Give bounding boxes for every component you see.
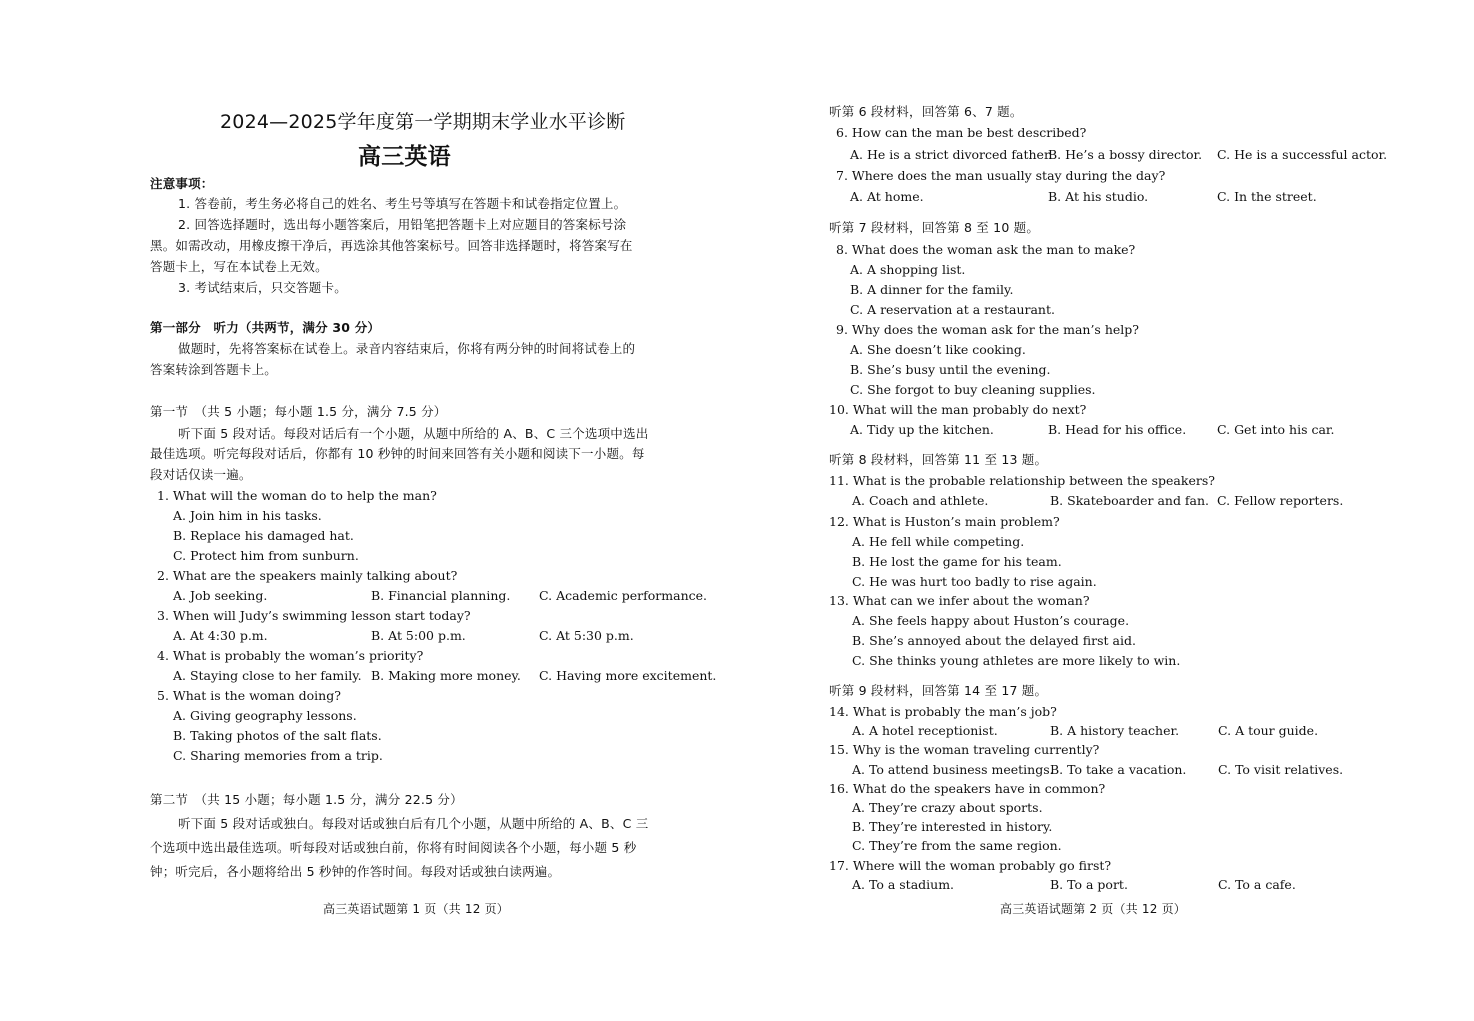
option-a: A. He is a strict divorced father. — [850, 147, 1053, 162]
question-stem: 14. What is probably the man’s job? — [829, 704, 1057, 719]
exam-title: 2024—2025学年度第一学期期末学业水平诊断 — [220, 111, 626, 133]
option-b: B. Skateboarder and fan. — [1050, 493, 1210, 508]
option-a: A. Giving geography lessons. — [173, 708, 357, 723]
option-b: B. To take a vacation. — [1050, 762, 1187, 777]
question-stem: 4. What is probably the woman’s priority? — [157, 648, 424, 663]
question-stem: 1. What will the woman do to help the man? — [157, 488, 437, 503]
question-stem: 15. Why is the woman traveling currently? — [829, 742, 1100, 757]
option-b: B. She’s annoyed about the delayed first aid. — [852, 633, 1136, 648]
option-c: C. Get into his car. — [1217, 422, 1335, 437]
question-stem: 3. When will Judy’s swimming lesson start today? — [157, 608, 471, 623]
question-stem: 10. What will the man probably do next? — [829, 402, 1087, 417]
question-stem: 12. What is Huston’s main problem? — [829, 514, 1060, 529]
section1-intro-line: 听下面 5 段对话。每段对话后有一个小题，从题中所给的 A、B、C 三个选项中选出 — [178, 426, 649, 441]
option-a: A. To attend business meetings. — [852, 762, 1054, 777]
part1-heading: 第一部分 听力（共两节，满分 30 分） — [150, 320, 381, 335]
section2-heading: 第二节 （共 15 小题；每小题 1.5 分，满分 22.5 分） — [150, 792, 463, 807]
part1-intro-line: 答案转涂到答题卡上。 — [150, 362, 278, 377]
option-a: A. They’re crazy about sports. — [852, 800, 1043, 815]
group-heading-6: 听第 6 段材料，回答第 6、7 题。 — [829, 104, 1023, 119]
group-heading-8: 听第 8 段材料，回答第 11 至 13 题。 — [829, 452, 1048, 467]
option-a: A. She feels happy about Huston’s courage. — [852, 613, 1130, 628]
question-stem: 6. How can the man be best described? — [836, 125, 1087, 140]
question-stem: 8. What does the woman ask the man to make? — [836, 242, 1136, 257]
option-c: C. A tour guide. — [1218, 723, 1319, 738]
option-b: B. To a port. — [1050, 877, 1128, 892]
notice-line: 1. 答卷前，考生务必将自己的姓名、考生号等填写在答题卡和试卷指定位置上。 — [178, 196, 627, 211]
option-b: B. Replace his damaged hat. — [173, 528, 354, 543]
notice-title: 注意事项： — [150, 176, 214, 191]
option-c: C. She thinks young athletes are more likely to win. — [852, 653, 1181, 668]
page-footer-right: 高三英语试题第 2 页（共 12 页） — [1000, 902, 1186, 916]
option-a: A. Join him in his tasks. — [173, 508, 322, 523]
group-heading-7: 听第 7 段材料，回答第 8 至 10 题。 — [829, 220, 1040, 235]
section1-heading: 第一节 （共 5 小题；每小题 1.5 分，满分 7.5 分） — [150, 404, 447, 419]
option-c: C. Having more excitement. — [539, 668, 717, 683]
option-b: B. He’s a bossy director. — [1048, 147, 1203, 162]
option-c: C. He was hurt too badly to rise again. — [852, 574, 1097, 589]
option-c: C. In the street. — [1217, 189, 1317, 204]
group-heading-9: 听第 9 段材料，回答第 14 至 17 题。 — [829, 683, 1048, 698]
option-b: B. They’re interested in history. — [852, 819, 1053, 834]
option-a: A. Coach and athlete. — [852, 493, 989, 508]
option-b: B. She’s busy until the evening. — [850, 362, 1051, 377]
option-c: C. Fellow reporters. — [1217, 493, 1344, 508]
question-stem: 9. Why does the woman ask for the man’s help? — [836, 322, 1139, 337]
option-b: B. Making more money. — [371, 668, 521, 683]
page-footer-left: 高三英语试题第 1 页（共 12 页） — [323, 902, 509, 916]
question-stem: 16. What do the speakers have in common? — [829, 781, 1106, 796]
question-stem: 13. What can we infer about the woman? — [829, 593, 1090, 608]
option-b: B. At his studio. — [1048, 189, 1149, 204]
option-c: C. He is a successful actor. — [1217, 147, 1388, 162]
option-b: B. A history teacher. — [1050, 723, 1180, 738]
question-stem: 17. Where will the woman probably go first? — [829, 858, 1112, 873]
option-c: C. Protect him from sunburn. — [173, 548, 359, 563]
option-c: C. They’re from the same region. — [852, 838, 1062, 853]
option-a: A. Job seeking. — [173, 588, 268, 603]
option-a: A. At home. — [850, 189, 924, 204]
option-c: C. At 5:30 p.m. — [539, 628, 634, 643]
option-c: C. Sharing memories from a trip. — [173, 748, 383, 763]
subject-title: 高三英语 — [358, 144, 451, 170]
question-stem: 11. What is the probable relationship between the speakers? — [829, 473, 1215, 488]
section2-intro-line: 听下面 5 段对话或独白。每段对话或独白后有几个小题，从题中所给的 A、B、C 三 — [178, 816, 649, 831]
option-c: C. To a cafe. — [1218, 877, 1296, 892]
option-a: A. He fell while competing. — [852, 534, 1025, 549]
option-a: A. Staying close to her family. — [173, 668, 362, 683]
option-c: C. To visit relatives. — [1218, 762, 1344, 777]
notice-line: 黑。如需改动，用橡皮擦干净后，再选涂其他答案标号。回答非选择题时，将答案写在 — [150, 238, 633, 253]
option-c: C. She forgot to buy cleaning supplies. — [850, 382, 1096, 397]
option-b: B. A dinner for the family. — [850, 282, 1014, 297]
option-a: A. A hotel receptionist. — [852, 723, 998, 738]
option-a: A. To a stadium. — [852, 877, 955, 892]
option-a: A. Tidy up the kitchen. — [850, 422, 994, 437]
option-b: B. Financial planning. — [371, 588, 511, 603]
question-stem: 5. What is the woman doing? — [157, 688, 341, 703]
option-b: B. He lost the game for his team. — [852, 554, 1062, 569]
option-a: A. She doesn’t like cooking. — [850, 342, 1026, 357]
question-stem: 7. Where does the man usually stay during the day? — [836, 168, 1166, 183]
section1-intro-line: 段对话仅读一遍。 — [150, 467, 252, 482]
part1-intro-line: 做题时，先将答案标在试卷上。录音内容结束后，你将有两分钟的时间将试卷上的 — [178, 341, 636, 356]
section2-intro-line: 钟；听完后，各小题将给出 5 秒钟的作答时间。每段对话或独白读两遍。 — [150, 864, 561, 879]
notice-line: 答题卡上，写在本试卷上无效。 — [150, 259, 328, 274]
option-a: A. At 4:30 p.m. — [173, 628, 268, 643]
option-b: B. Head for his office. — [1048, 422, 1187, 437]
question-stem: 2. What are the speakers mainly talking about? — [157, 568, 458, 583]
notice-line: 2. 回答选择题时，选出每小题答案后，用铅笔把答题卡上对应题目的答案标号涂 — [178, 217, 627, 232]
section1-intro-line: 最佳选项。听完每段对话后，你都有 10 秒钟的时间来回答有关小题和阅读下一小题。每 — [150, 446, 645, 461]
option-c: C. Academic performance. — [539, 588, 707, 603]
option-b: B. Taking photos of the salt flats. — [173, 728, 382, 743]
notice-line: 3. 考试结束后，只交答题卡。 — [178, 280, 347, 295]
option-b: B. At 5:00 p.m. — [371, 628, 466, 643]
option-c: C. A reservation at a restaurant. — [850, 302, 1055, 317]
section2-intro-line: 个选项中选出最佳选项。听每段对话或独白前，你将有时间阅读各个小题，每小题 5 秒 — [150, 840, 637, 855]
option-a: A. A shopping list. — [850, 262, 966, 277]
